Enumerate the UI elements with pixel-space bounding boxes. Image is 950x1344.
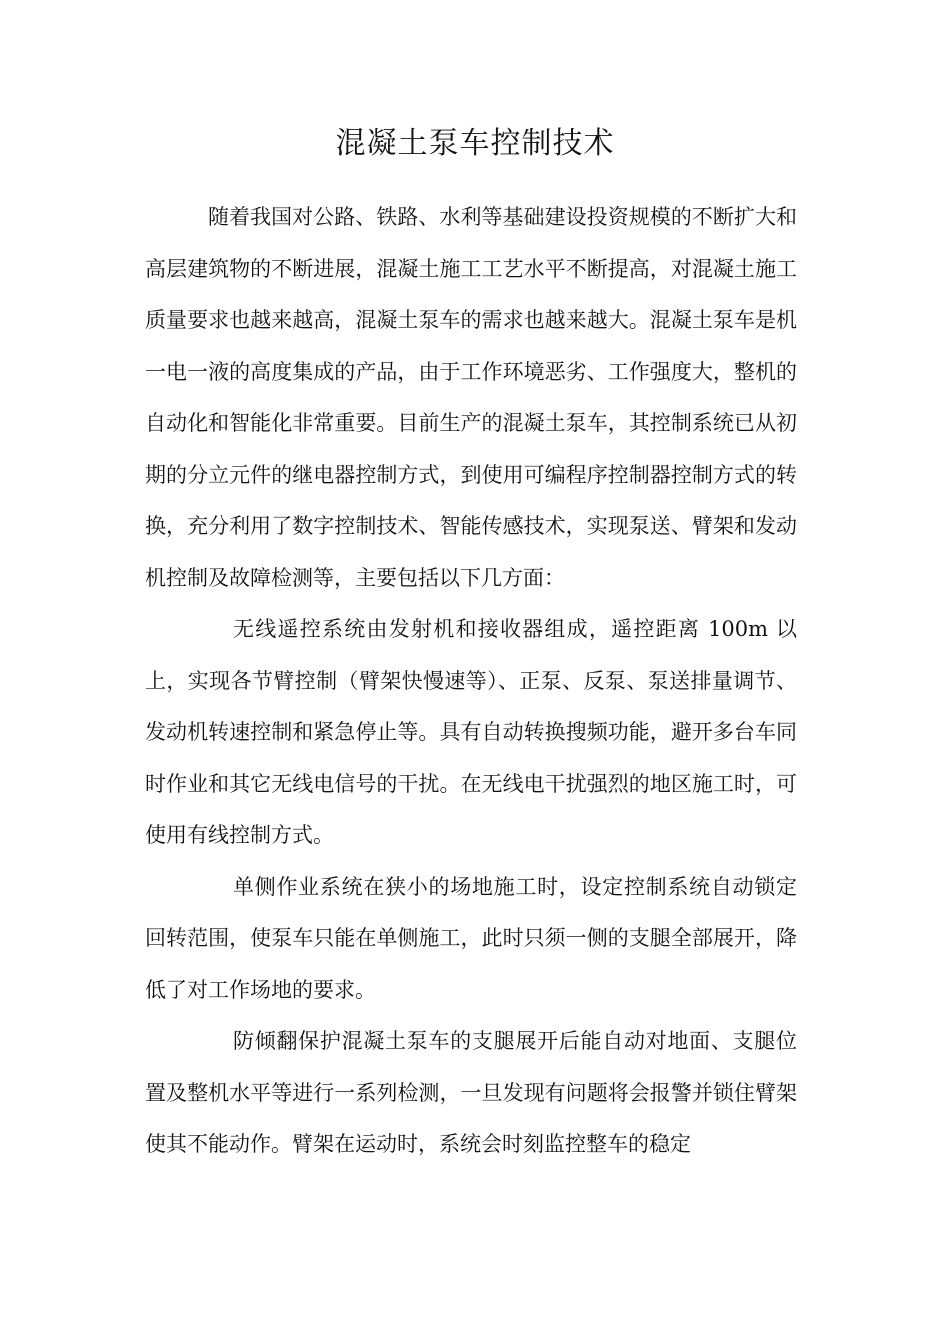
paragraph-intro: 随着我国对公路、铁路、水利等基础建设投资规模的不断扩大和高层建筑物的不断进展，混凝土施工工艺水平不断提高，对混凝土施工质量要求也越来越高，混凝土泵车的需求也越来越大。混凝土泵车是机一电一液的高度集成的产品，由于工作环境恶劣、工作强度大，整机的自动化和智能化非常重要。目前生产的混凝土泵车，其控制系统已从初期的分立元件的继电器控制方式，到使用可编程序控制器控制方式的转换，充分利用了数字控制技术、智能传感技术，实现泵送、臂架和发动机控制及故障检测等，主要包括以下几方面： xyxy=(145,205,797,590)
paragraph-single-side: 单侧作业系统在狭小的场地施工时，设定控制系统自动锁定回转范围，使泵车只能在单侧施工，此时只须一侧的支腿全部展开，降低了对工作场地的要求。 xyxy=(145,874,797,1002)
document-body xyxy=(145,192,797,1171)
paragraph-wireless-remote: 无线遥控系统由发射机和接收器组成，遥控距离 100m 以上，实现各节臂控制（臂架快慢速等）、正泵、反泵、泵送排量调节、发动机转速控制和紧急停止等。具有自动转换搜频功能，避开多台车同时作业和其它无线电信号的干扰。在无线电干扰强烈的地区施工时，可使用有线控制方式。 xyxy=(145,617,797,847)
paragraph-anti-tip: 防倾翻保护混凝土泵车的支腿展开后能自动对地面、支腿位置及整机水平等进行一系列检测，一旦发现有问题将会报警并锁住臂架使其不能动作。臂架在运动时，系统会时刻监控整车的稳定 xyxy=(145,1029,797,1156)
document-title: 混凝土泵车控制技术 xyxy=(335,126,615,161)
